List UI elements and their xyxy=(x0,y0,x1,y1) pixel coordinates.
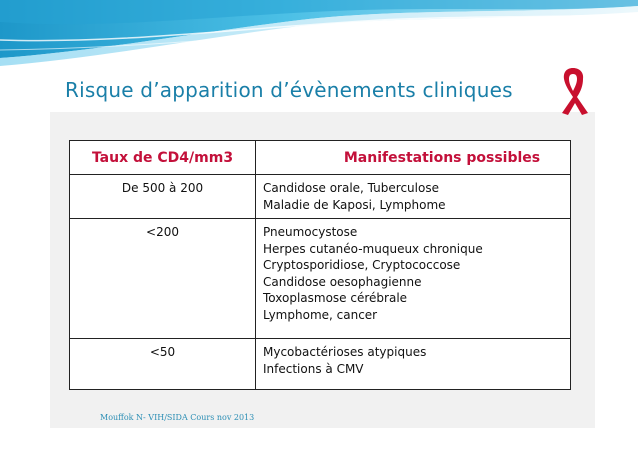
manifestation-line: Candidose orale, Tuberculose xyxy=(263,181,439,195)
column-header-label: Manifestations possibles xyxy=(343,149,541,166)
manifestation-line: Pneumocystose xyxy=(263,225,358,239)
manifestations-cell xyxy=(256,219,571,339)
manifestation-line: Toxoplasmose cérébrale xyxy=(263,291,408,305)
manifestation-line: Lymphome, cancer xyxy=(263,307,378,322)
manifestation-line: Candidose oesophagienne xyxy=(263,274,422,289)
manifestation-line: Herpes cutanéo-muqueux chronique xyxy=(263,241,483,256)
manifestations-cell xyxy=(256,339,571,390)
table-row xyxy=(70,175,571,219)
column-header-label: Taux de CD4/mm3 xyxy=(91,149,234,166)
cd4-rate-cell: <50 xyxy=(70,339,256,390)
table-row xyxy=(70,339,571,390)
column-header-manifestations xyxy=(256,141,571,175)
manifestations-cell xyxy=(256,175,571,219)
wave-banner xyxy=(0,0,638,70)
manifestation-line: Cryptosporidiose, Cryptococcose xyxy=(263,258,461,272)
manifestation-line: Infections à CMV xyxy=(263,361,364,376)
awareness-ribbon-icon xyxy=(553,64,593,116)
column-header-cd4 xyxy=(70,141,256,175)
table-row xyxy=(70,219,571,339)
table-header-row xyxy=(70,141,571,175)
cd4-table xyxy=(69,140,571,390)
manifestation-line: Maladie de Kaposi, Lymphome xyxy=(263,197,446,212)
slide-title: Risque d’apparition d’évènements cliniques xyxy=(65,78,513,102)
cd4-rate-cell: <200 xyxy=(70,219,256,339)
slide-footer: Mouffok N- VIH/SIDA Cours nov 2013 xyxy=(100,413,255,422)
manifestation-line: Mycobactérioses atypiques xyxy=(263,345,427,359)
cd4-rate-cell: De 500 à 200 xyxy=(70,175,256,219)
